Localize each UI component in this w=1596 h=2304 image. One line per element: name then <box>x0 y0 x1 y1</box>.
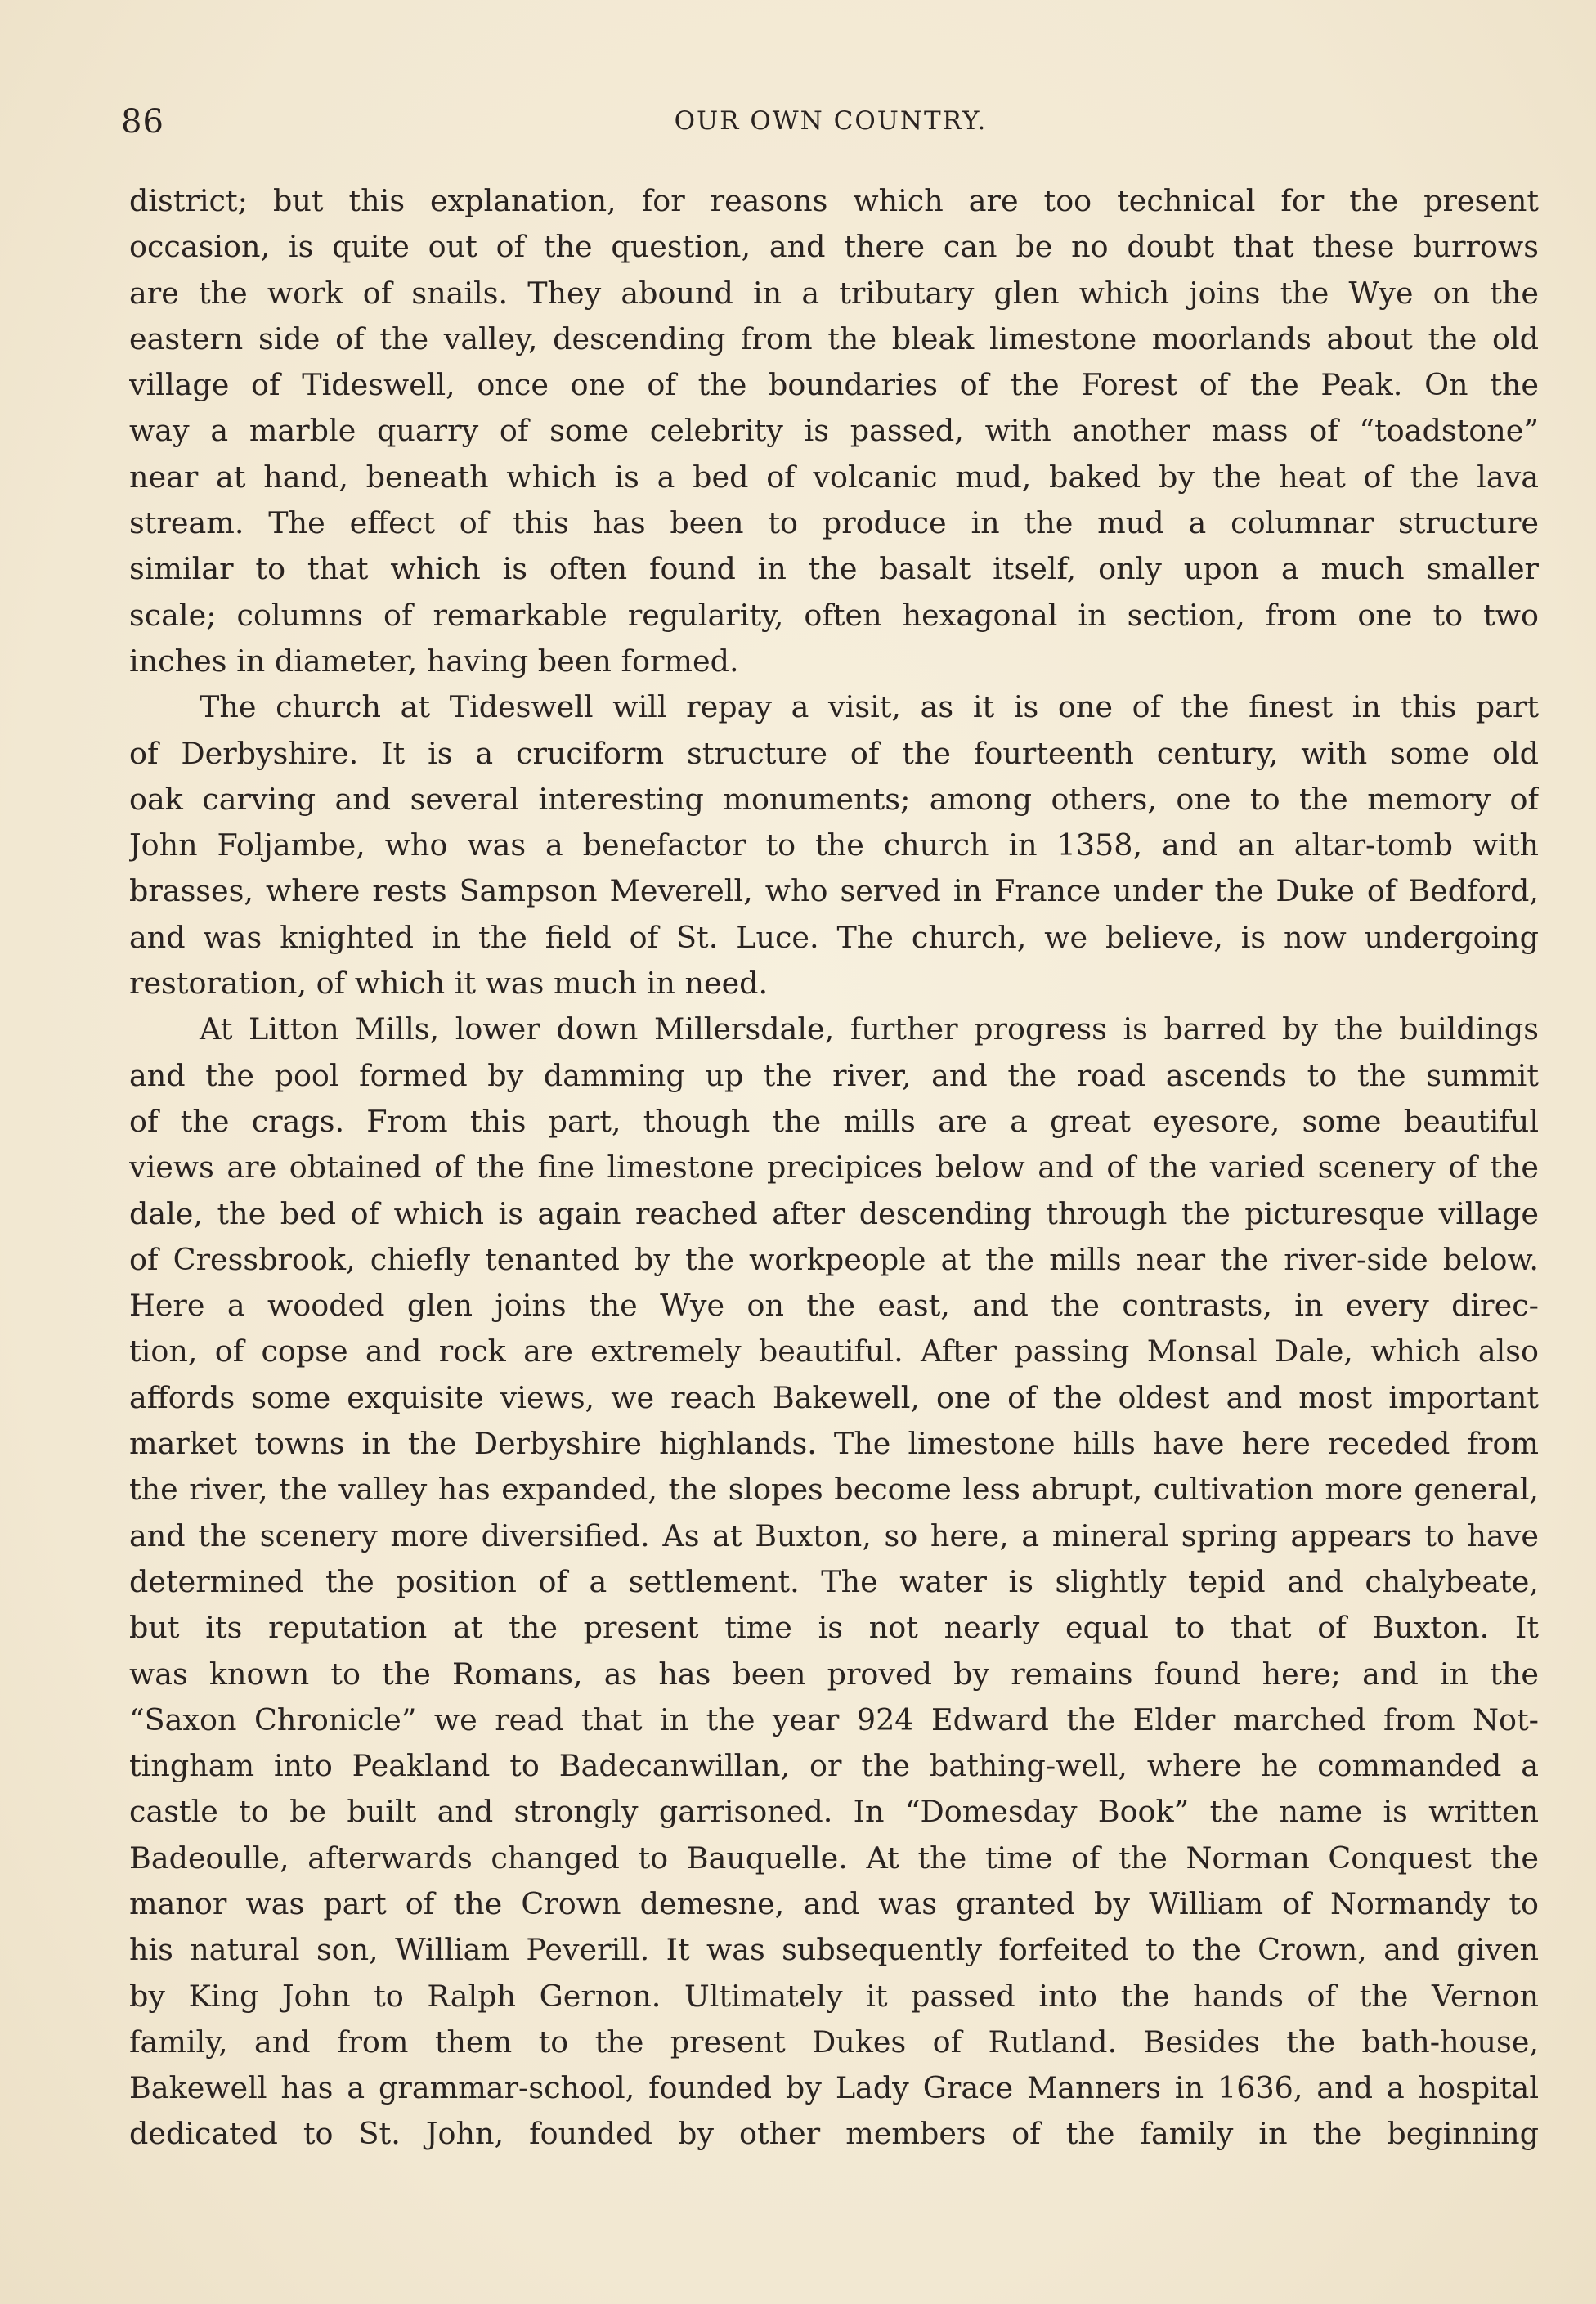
text-line: district; but this explanation, for reasons which are too technical for the present <box>129 183 1539 218</box>
text-line: and the scenery more diversified. As at Buxton, so here, a mineral spring appears to have <box>129 1517 1539 1553</box>
text-line: eastern side of the valley, descending from the bleak limestone moorlands about the old <box>129 320 1539 356</box>
text-line: scale; columns of remarkable regularity, often hexagonal in section, from one to two <box>129 597 1539 633</box>
text-line: way a marble quarry of some celebrity is passed, with another mass of “toadstone” <box>129 413 1539 449</box>
text-line: determined the position of a settlement. The water is slightly tepid and chalybeate, <box>129 1563 1539 1599</box>
text-line: are the work of snails. They abound in a tributary glen which joins the Wye on the <box>129 275 1539 311</box>
text-line: the river, the valley has expanded, the slopes become less abrupt, cultivation more general, <box>129 1472 1539 1508</box>
text-line: tingham into Peakland to Badecanwillan, or the bathing-well, where he commanded a <box>129 1748 1539 1784</box>
text-line: manor was part of the Crown demesne, and was granted by William of Normandy to <box>129 1885 1539 1921</box>
text-line: family, and from them to the present Dukes of Rutland. Besides the bath-house, <box>129 2024 1539 2060</box>
text-line: market towns in the Derbyshire highlands. The limestone hills have here receded from <box>129 1426 1539 1462</box>
text-line: similar to that which is often found in the basalt itself, only upon a much smaller <box>129 551 1539 587</box>
text-line: dedicated to St. John, founded by other members of the family in the beginning <box>129 2116 1539 2152</box>
text-line: “Saxon Chronicle” we read that in the year 924 Edward the Elder marched from Not- <box>129 1701 1539 1737</box>
text-line: village of Tideswell, once one of the boundaries of the Forest of the Peak. On the <box>129 367 1539 403</box>
text-line: stream. The effect of this has been to produce in the mud a columnar structure <box>129 505 1539 541</box>
text-line: tion, of copse and rock are extremely beautiful. After passing Monsal Dale, which also <box>129 1334 1539 1369</box>
text-line: of Derbyshire. It is a cruciform structure of the fourteenth century, with some old <box>129 735 1539 771</box>
text-line: and the pool formed by damming up the river, and the road ascends to the summit <box>129 1057 1539 1093</box>
text-line: At Litton Mills, lower down Millersdale, further progress is barred by the buildings <box>200 1011 1539 1047</box>
text-line: Here a wooded glen joins the Wye on the east, and the contrasts, in every direc- <box>129 1288 1539 1324</box>
body-text <box>129 178 1539 2158</box>
page-header <box>121 103 1540 144</box>
text-line: restoration, of which it was much in need. <box>129 966 769 1002</box>
text-line: views are obtained of the fine limestone precipices below and of the varied scenery of the <box>129 1150 1539 1186</box>
text-line: was known to the Romans, as has been proved by remains found here; and in the <box>129 1656 1539 1692</box>
text-line: of Cressbrook, chiefly tenanted by the workpeople at the mills near the river-side below. <box>129 1241 1539 1277</box>
page-number: 86 <box>121 103 164 141</box>
text-line: dale, the bed of which is again reached after descending through the picturesque village <box>129 1195 1539 1231</box>
text-line: John Foljambe, who was a benefactor to the church in 1358, and an altar-tomb with <box>129 827 1539 863</box>
text-line: castle to be built and strongly garrisoned. In “Domesday Book” the name is written <box>129 1794 1539 1830</box>
text-line: Badeoulle, afterwards changed to Bauquelle. At the time of the Norman Conquest the <box>129 1840 1539 1876</box>
text-line: oak carving and several interesting monuments; among others, one to the memory of <box>129 781 1539 817</box>
running-head: OUR OWN COUNTRY. <box>674 106 988 136</box>
text-line: The church at Tideswell will repay a visit, as it is one of the finest in this part <box>200 689 1539 725</box>
text-line: by King John to Ralph Gernon. Ultimately it passed into the hands of the Vernon <box>129 1978 1539 2014</box>
text-line: Bakewell has a grammar-school, founded by Lady Grace Manners in 1636, and a hospital <box>129 2070 1539 2106</box>
text-line: near at hand, beneath which is a bed of volcanic mud, baked by the heat of the lava <box>129 459 1539 495</box>
text-line: of the crags. From this part, though the mills are a great eyesore, some beautiful <box>129 1103 1539 1139</box>
text-line: but its reputation at the present time is not nearly equal to that of Buxton. It <box>129 1610 1539 1646</box>
text-line: brasses, where rests Sampson Meverell, who served in France under the Duke of Bedford, <box>129 873 1539 909</box>
text-line: occasion, is quite out of the question, and there can be no doubt that these burrows <box>129 229 1539 265</box>
text-line: inches in diameter, having been formed. <box>129 643 739 679</box>
text-line: his natural son, William Peverill. It was subsequently forfeited to the Crown, and given <box>129 1932 1539 1968</box>
text-line: and was knighted in the field of St. Luce. The church, we believe, is now undergoing <box>129 919 1539 955</box>
text-line: affords some exquisite views, we reach Bakewell, one of the oldest and most important <box>129 1379 1539 1415</box>
